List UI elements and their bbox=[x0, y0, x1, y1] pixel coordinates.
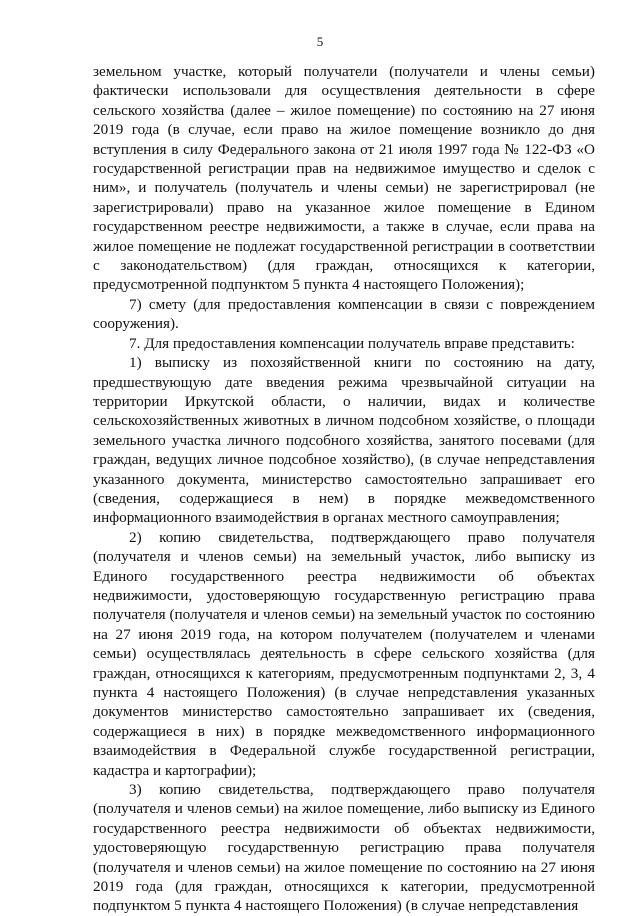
paragraph-item-7-estimate: 7) смету (для предоставления компенсации в связи с повреждением сооружения). bbox=[93, 295, 595, 333]
page-number: 5 bbox=[316, 34, 324, 49]
document-body bbox=[93, 62, 595, 916]
paragraph-item-2-land-certificate: 2) копию свидетельства, подтверждающего право получателя (получателя и членов семьи) на земельный участок, либо выписку из Единого государственного реестра недвижимости об объектах недвижимости, удостоверяющую государственную регистрацию права получателя (получателя и членов семьи) на земельный участок по состоянию на 27 июня 2019 года, на котором получателем (получателем и членами семьи) осуществлялась деятельность в сфере сельского хозяйства (для граждан, относящихся к категориям, предусмотренным подпунктами 2, 3, 4 пункта 4 настоящего Положения) (в случае непредставления указанных документов министерство самостоятельно запрашивает их (сведения, содержащиеся в них) в порядке межведомственного информационного взаимодействия в Федеральной службе государственной регистрации, кадастра и картографии); bbox=[93, 528, 595, 779]
paragraph-item-1-household-book: 1) выписку из похозяйственной книги по состоянию на дату, предшествующую дате введения режима чрезвычайной ситуации на территории Иркутской области, о наличии, видах и количестве сельскохозяйственных животных в личном подсобном хозяйстве, о площади земельного участка личного подсобного хозяйства, занятого посевами (для граждан, ведущих личное подсобное хозяйство), (в случае непредставления указанного документа, министерство самостоятельно запрашивает его (сведения, содержащиеся в нем) в порядке межведомственного информационного взаимодействия в органах местного самоуправления; bbox=[93, 354, 595, 527]
paragraph-item-3-housing-certificate: 3) копию свидетельства, подтверждающего право получателя (получателя и членов семьи) на жилое помещение, либо выписку из Единого государственного реестра недвижимости об объектах недвижимости, удостоверяющую государственную регистрацию права получателя (получателя и членов семьи) на жилое помещение по состоянию на 27 июня 2019 года (для граждан, относящихся к категории, предусмотренной подпунктом 5 пункта 4 настоящего Положения) (в случае непредставления bbox=[93, 781, 595, 915]
paragraph-section-7-heading: 7. Для предоставления компенсации получатель вправе представить: bbox=[129, 334, 575, 352]
paragraph-continuation: земельном участке, который получатели (получатели и члены семьи) фактически использовали для осуществления деятельности в сфере сельского хозяйства (далее – жилое помещение) по состоянию на 27 июня 2019 года (в случае, если право на жилое помещение возникло до дня вступления в силу Федерального закона от 21 июля 1997 года № 122-ФЗ «О государственной регистрации прав на недвижимое имущество и сделок с ним», и получатель (получатель и члены семьи) не зарегистрировал (не зарегистрировали) право на указанное жилое помещение в Едином государственном реестре недвижимости, а также в случае, если права на жилое помещение не подлежат государственной регистрации в соответствии с законодательством) (для граждан, относящихся к категории, предусмотренной подпунктом 5 пункта 4 настоящего Положения); bbox=[93, 63, 595, 294]
